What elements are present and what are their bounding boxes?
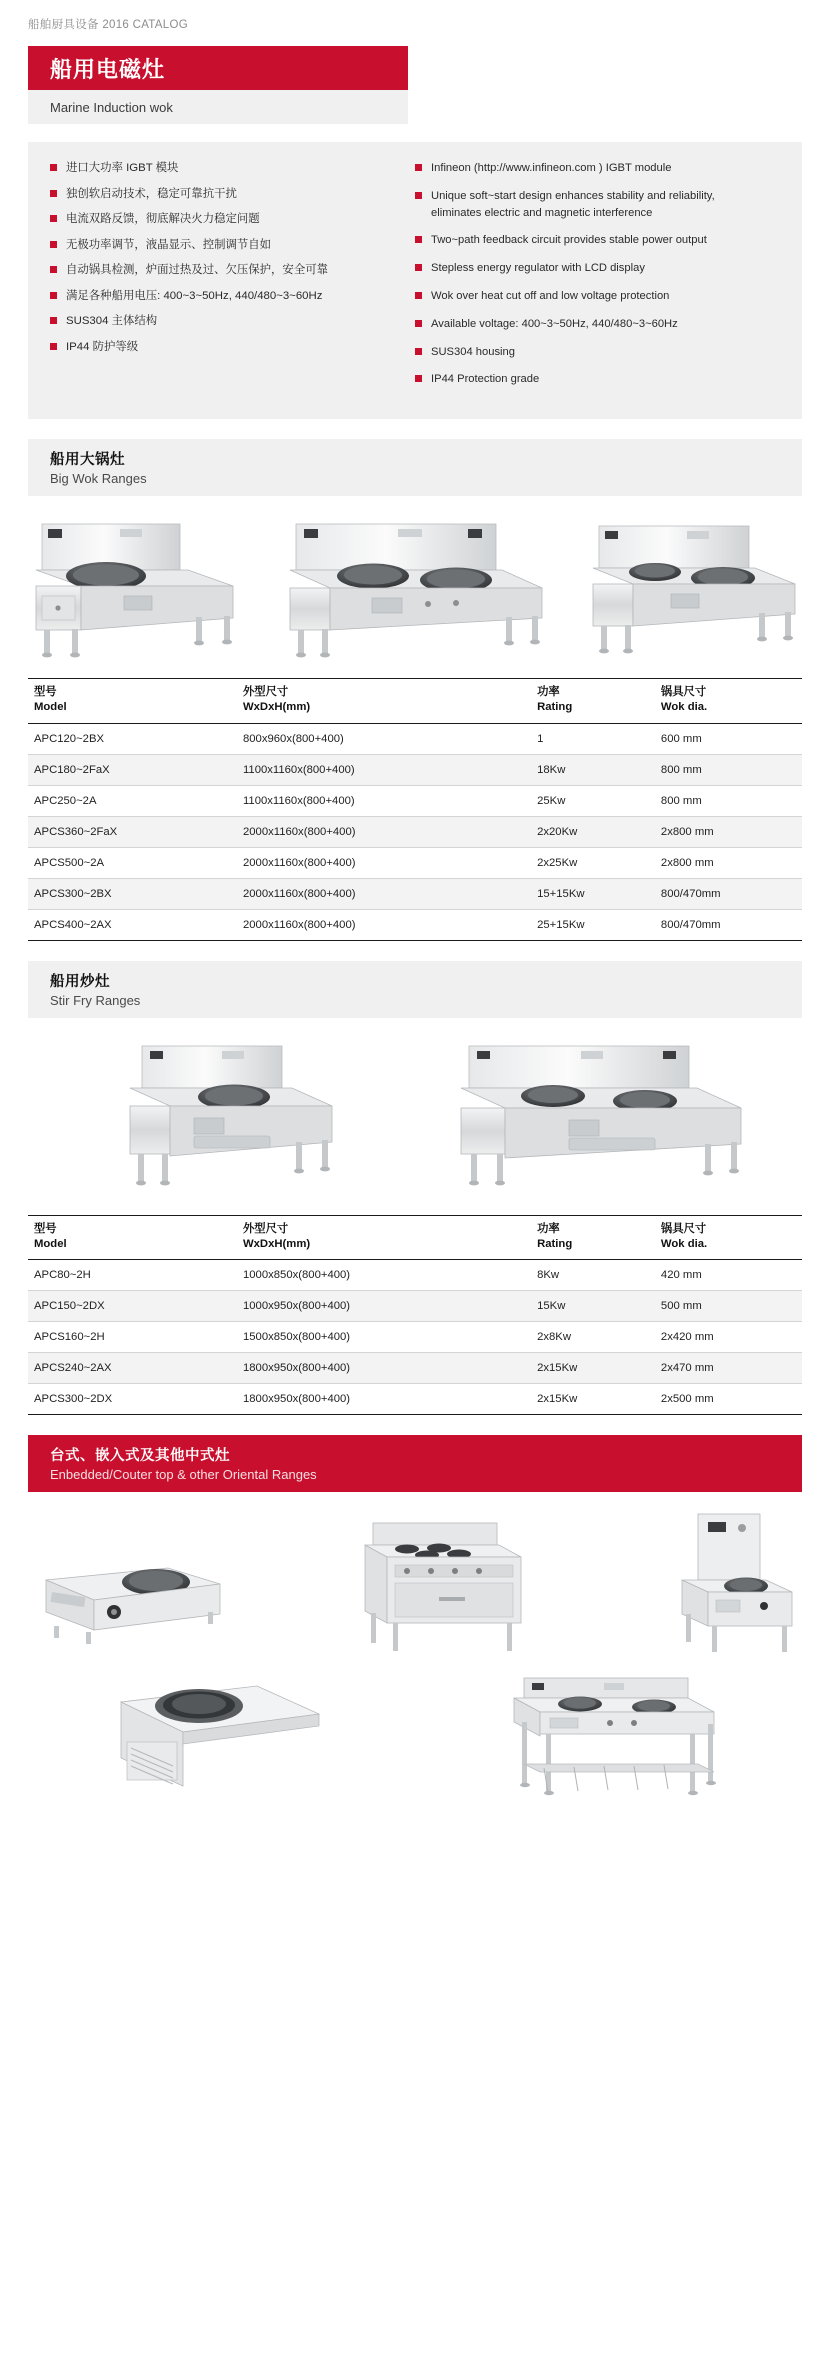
- features-panel: [28, 142, 802, 419]
- cell-wok-dia: 2x800 mm: [655, 847, 802, 878]
- cell-wok-dia: 600 mm: [655, 723, 802, 754]
- product-photo-four-burner-range: [335, 1513, 535, 1658]
- feature-item: [415, 316, 762, 333]
- feature-item: [415, 188, 762, 222]
- double-big-wok-drawing: [280, 510, 550, 660]
- section-header-big-wok: [28, 439, 802, 496]
- cell-dimensions: 2000x1160x(800+400): [237, 909, 531, 940]
- tall-single-wok-drawing: [642, 1508, 802, 1658]
- product-photo-single-big-wok: [28, 510, 243, 660]
- cell-wok-dia: 800 mm: [655, 785, 802, 816]
- table-header-row: [28, 1215, 802, 1260]
- gallery-embedded: [28, 1508, 802, 1803]
- cell-model: APC250~2A: [28, 785, 237, 816]
- feature-item: [415, 371, 762, 388]
- gallery-stir-fry: [28, 1032, 802, 1197]
- feature-text: 进口大功率 IGBT 模块: [66, 162, 179, 174]
- cell-model: APCS300~2DX: [28, 1384, 237, 1415]
- mixed-big-wok-drawing: [587, 510, 802, 660]
- feature-item: [415, 344, 762, 361]
- cell-dimensions: 800x960x(800+400): [237, 723, 531, 754]
- cell-rating: 15+15Kw: [531, 878, 655, 909]
- section-title-cn: 船用炒灶: [50, 973, 110, 990]
- single-big-wok-drawing: [28, 510, 243, 660]
- section-title-en: Stir Fry Ranges: [50, 992, 141, 1008]
- cell-rating: 8Kw: [531, 1260, 655, 1291]
- feature-text: Unique soft~start design enhances stability and reliability, eliminates electric and magnetic interference: [431, 189, 715, 219]
- square-bullet-icon: [50, 292, 57, 299]
- header-cn: 功率: [537, 686, 560, 699]
- cell-model: APCS500~2A: [28, 847, 237, 878]
- section-header-embedded: [28, 1435, 802, 1492]
- header-cn: 型号: [34, 1222, 57, 1235]
- feature-text: Stepless energy regulator with LCD display: [431, 262, 645, 275]
- cell-dimensions: 1000x850x(800+400): [237, 1260, 531, 1291]
- header-cn: 锅具尺寸: [660, 1222, 707, 1235]
- product-photo-embedded-drop-in: [107, 1668, 327, 1803]
- feature-item: [50, 211, 397, 228]
- counter-top-drawing: [28, 1538, 228, 1658]
- cell-dimensions: 1100x1160x(800+400): [237, 785, 531, 816]
- cell-model: APCS360~2FaX: [28, 816, 237, 847]
- feature-item: [50, 339, 397, 356]
- cell-wok-dia: 800 mm: [655, 754, 802, 785]
- cell-rating: 15Kw: [531, 1291, 655, 1322]
- table-row: [28, 785, 802, 816]
- header-en: WxDxH(mm): [242, 701, 311, 714]
- feature-text: Wok over heat cut off and low voltage protection: [431, 289, 670, 302]
- product-photo-double-stir-fry: [449, 1032, 749, 1197]
- feature-text: 独创软启动技术，稳定可靠抗干扰: [66, 187, 237, 200]
- cell-rating: 1: [531, 723, 655, 754]
- page-title-band: [28, 46, 408, 90]
- column-header-rating: [531, 679, 655, 724]
- table-row: [28, 1291, 802, 1322]
- square-bullet-icon: [415, 292, 422, 299]
- cell-dimensions: 2000x1160x(800+400): [237, 847, 531, 878]
- column-header-rating: [531, 1215, 655, 1260]
- cell-model: APC150~2DX: [28, 1291, 237, 1322]
- double-hob-stand-drawing: [484, 1668, 724, 1803]
- square-bullet-icon: [415, 192, 422, 199]
- features-en-column: [415, 160, 780, 399]
- header-cn: 外型尺寸: [242, 686, 289, 699]
- cell-wok-dia: 800/470mm: [655, 909, 802, 940]
- section-title-en: Big Wok Ranges: [50, 471, 147, 487]
- cell-model: APCS160~2H: [28, 1322, 237, 1353]
- feature-item: [50, 288, 397, 305]
- cell-wok-dia: 2x800 mm: [655, 816, 802, 847]
- column-header-dimensions: [237, 1215, 531, 1260]
- product-photo-tall-single-wok: [642, 1508, 802, 1658]
- feature-item: [415, 232, 762, 249]
- feature-text: 自动锅具检测，炉面过热及过、欠压保护，安全可靠: [66, 264, 328, 277]
- header-en: WxDxH(mm): [242, 1237, 311, 1250]
- table-row: [28, 909, 802, 940]
- square-bullet-icon: [415, 236, 422, 243]
- column-header-wok-dia: [655, 679, 802, 724]
- gallery-row-top: [28, 1508, 802, 1658]
- square-bullet-icon: [50, 266, 57, 273]
- column-header-model: [28, 679, 237, 724]
- cell-wok-dia: 2x500 mm: [655, 1384, 802, 1415]
- page-title: 船用电磁灶: [50, 56, 166, 82]
- feature-item: [415, 260, 762, 277]
- embedded-drop-in-drawing: [107, 1668, 327, 1803]
- feature-text: 电流双路反馈，彻底解决火力稳定问题: [66, 213, 260, 226]
- brand-line: [28, 16, 802, 32]
- cell-rating: 25Kw: [531, 785, 655, 816]
- header-cn: 外型尺寸: [242, 1222, 289, 1235]
- cell-rating: 2x20Kw: [531, 816, 655, 847]
- feature-text: SUS304 主体结构: [66, 315, 158, 328]
- features-cn-column: [50, 160, 415, 399]
- square-bullet-icon: [50, 164, 57, 171]
- double-stir-fry-drawing: [449, 1032, 749, 1197]
- cell-rating: 2x25Kw: [531, 847, 655, 878]
- header-en: Wok dia.: [660, 1237, 708, 1250]
- cell-model: APCS240~2AX: [28, 1353, 237, 1384]
- page-header: [0, 0, 830, 124]
- cell-rating: 2x15Kw: [531, 1384, 655, 1415]
- feature-item: [50, 186, 397, 203]
- square-bullet-icon: [415, 164, 422, 171]
- cell-wok-dia: 500 mm: [655, 1291, 802, 1322]
- cell-rating: 2x8Kw: [531, 1322, 655, 1353]
- column-header-wok-dia: [655, 1215, 802, 1260]
- cell-dimensions: 2000x1160x(800+400): [237, 878, 531, 909]
- cell-dimensions: 2000x1160x(800+400): [237, 816, 531, 847]
- page-subtitle: Marine Induction wok: [50, 99, 173, 115]
- square-bullet-icon: [50, 215, 57, 222]
- feature-item: [50, 262, 397, 279]
- feature-text: SUS304 housing: [431, 345, 515, 358]
- feature-item: [415, 160, 762, 177]
- cell-wok-dia: 2x420 mm: [655, 1322, 802, 1353]
- table-row: [28, 1322, 802, 1353]
- product-photo-double-hob-stand: [484, 1668, 724, 1803]
- product-photo-double-big-wok: [280, 510, 550, 660]
- square-bullet-icon: [50, 317, 57, 324]
- cell-model: APC80~2H: [28, 1260, 237, 1291]
- gallery-big-wok: [28, 510, 802, 660]
- cell-rating: 25+15Kw: [531, 909, 655, 940]
- table-row: [28, 1384, 802, 1415]
- cell-dimensions: 1000x950x(800+400): [237, 1291, 531, 1322]
- square-bullet-icon: [50, 190, 57, 197]
- cell-rating: 18Kw: [531, 754, 655, 785]
- section-title-cn: 船用大锅灶: [50, 452, 125, 469]
- cell-dimensions: 1800x950x(800+400): [237, 1384, 531, 1415]
- header-en: Rating: [537, 1237, 573, 1250]
- feature-text: Infineon (http://www.infineon.com ) IGBT module: [431, 162, 672, 174]
- feature-text: Available voltage: 400~3~50Hz, 440/480~3~60Hz: [431, 317, 678, 330]
- table-row: [28, 816, 802, 847]
- table-row: [28, 1353, 802, 1384]
- table-row: [28, 878, 802, 909]
- cell-model: APCS400~2AX: [28, 909, 237, 940]
- single-stir-fry-drawing: [82, 1032, 342, 1197]
- square-bullet-icon: [50, 241, 57, 248]
- header-en: Model: [34, 1237, 67, 1250]
- cell-dimensions: 1100x1160x(800+400): [237, 754, 531, 785]
- product-photo-single-stir-fry: [82, 1032, 342, 1197]
- square-bullet-icon: [415, 264, 422, 271]
- cell-model: APC180~2FaX: [28, 754, 237, 785]
- table-row: [28, 723, 802, 754]
- square-bullet-icon: [415, 375, 422, 382]
- cell-model: APCS300~2BX: [28, 878, 237, 909]
- header-cn: 锅具尺寸: [660, 686, 707, 699]
- four-burner-range-drawing: [335, 1513, 535, 1658]
- feature-text: IP44 防护等级: [66, 340, 139, 353]
- brand-cn: 船舶厨具设备: [28, 19, 99, 31]
- spec-table-big-wok: [28, 678, 802, 941]
- cell-dimensions: 1500x850x(800+400): [237, 1322, 531, 1353]
- cell-dimensions: 1800x950x(800+400): [237, 1353, 531, 1384]
- feature-text: Two~path feedback circuit provides stable power output: [431, 234, 707, 247]
- feature-text: IP44 Protection grade: [431, 373, 540, 386]
- feature-item: [50, 160, 397, 177]
- feature-text: 无极功率调节，液晶显示、控制调节自如: [66, 238, 272, 251]
- page-subtitle-band: [28, 90, 408, 124]
- header-en: Wok dia.: [660, 701, 708, 714]
- header-en: Rating: [537, 701, 573, 714]
- column-header-model: [28, 1215, 237, 1260]
- feature-item: [415, 288, 762, 305]
- feature-item: [50, 237, 397, 254]
- table-row: [28, 1260, 802, 1291]
- square-bullet-icon: [415, 320, 422, 327]
- section-title-cn: 台式、嵌入式及其他中式灶: [50, 1448, 230, 1465]
- cell-rating: 2x15Kw: [531, 1353, 655, 1384]
- feature-text: 满足各种船用电压: 400~3~50Hz, 440/480~3~60Hz: [66, 289, 323, 302]
- cell-wok-dia: 800/470mm: [655, 878, 802, 909]
- feature-item: [50, 313, 397, 330]
- gallery-row-bottom: [28, 1668, 802, 1803]
- square-bullet-icon: [415, 348, 422, 355]
- brand-en: 2016 CATALOG: [102, 19, 188, 31]
- cell-wok-dia: 420 mm: [655, 1260, 802, 1291]
- header-en: Model: [34, 701, 67, 714]
- column-header-dimensions: [237, 679, 531, 724]
- table-header-row: [28, 679, 802, 724]
- spec-table-stir-fry: [28, 1215, 802, 1416]
- table-row: [28, 847, 802, 878]
- table-row: [28, 754, 802, 785]
- product-photo-counter-top: [28, 1538, 228, 1658]
- square-bullet-icon: [50, 343, 57, 350]
- cell-wok-dia: 2x470 mm: [655, 1353, 802, 1384]
- section-title-en: Enbedded/Couter top & other Oriental Ranges: [50, 1467, 317, 1483]
- cell-model: APC120~2BX: [28, 723, 237, 754]
- section-header-stir-fry: [28, 961, 802, 1018]
- product-photo-mixed-big-wok: [587, 510, 802, 660]
- header-cn: 型号: [34, 686, 57, 699]
- header-cn: 功率: [537, 1222, 560, 1235]
